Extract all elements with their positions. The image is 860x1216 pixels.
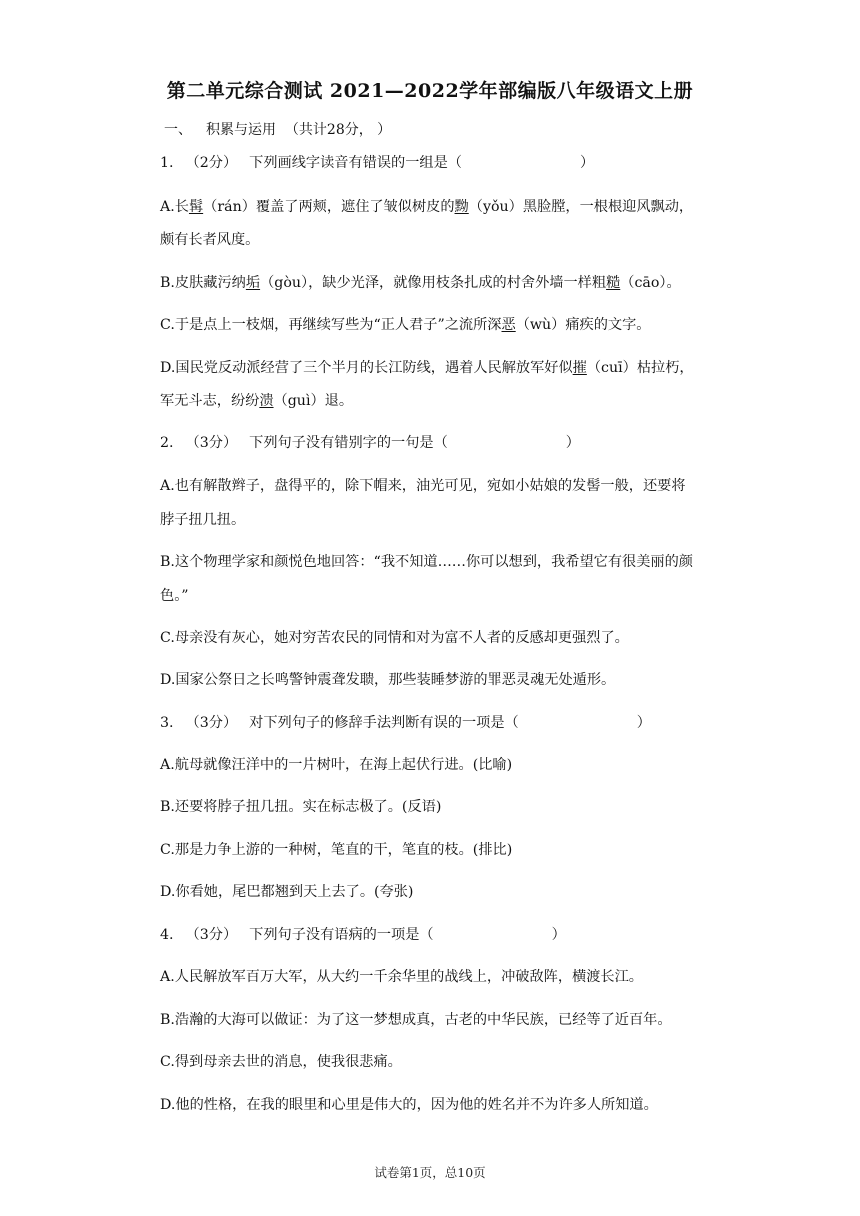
question-2-option-b-cont: 色。” [160,588,189,604]
question-3-stem: 3. （3分） 对下列句子的修辞手法判断有误的一项是（ ） [160,715,651,731]
section-heading [164,119,391,139]
underlined-char: 垢 [245,275,261,291]
section-note: （共计28分， ） [284,122,392,138]
question-1-option-a: A.长髯（rán）覆盖了两颊，遮住了皱似树皮的黝（yǒu）黑脸膛，一根根迎风飘动， [160,199,694,215]
question-1-stem: 1. （2分） 下列画线字读音有错误的一组是（ ） [160,155,595,171]
question-2-option-b: B.这个物理学家和颜悦色地回答：“我不知道……你可以想到，我希望它有很美丽的颜 [160,554,693,570]
exam-title: 第二单元综合测试 2021—2022学年部编版八年级语文上册 [166,80,694,102]
underlined-char: 摧 [572,360,587,376]
page-footer: 试卷第1页，总10页 [374,1165,486,1180]
question-4-stem: 4. （3分） 下列句子没有语病的一项是（ ） [160,927,566,943]
question-4-option-d: D.他的性格，在我的眼里和心里是伟大的，因为他的姓名并不为许多人所知道。 [160,1097,658,1113]
question-2-option-d: D.国家公祭日之长鸣警钟震聋发聩，那些装睡梦游的罪恶灵魂无处遁形。 [160,672,616,688]
question-2-option-c: C.母亲没有灰心，她对穷苦农民的同情和对为富不人者的反感却更强烈了。 [160,630,629,646]
question-3-option-a: A.航母就像汪洋中的一片树叶，在海上起伏行进。(比喻) [160,757,513,773]
underlined-char: 黝 [454,199,469,215]
question-4-option-c: C.得到母亲去世的消息，使我很悲痛。 [160,1054,402,1070]
underlined-char: 髯 [188,199,204,215]
question-4-option-b: B.浩瀚的大海可以做证：为了这一梦想成真，古老的中华民族，已经等了近百年。 [160,1012,672,1028]
question-4-option-a: A.人民解放军百万大军，从大约一千余华里的战线上，冲破敌阵，横渡长江。 [160,969,643,985]
question-2-option-a-cont: 脖子扭几扭。 [160,512,246,528]
question-1-option-a-cont: 颇有长者风度。 [160,232,260,248]
underlined-char: 溃 [259,393,274,409]
underlined-char: 糙 [606,275,621,291]
question-2-option-a: A.也有解散辫子，盘得平的，除下帽来，油光可见，宛如小姑娘的发髻一般，还要将 [160,478,686,494]
question-3-option-d: D.你看她，尾巴都翘到天上去了。(夸张) [160,884,414,900]
question-1-option-d: D.国民党反动派经营了三个半月的长江防线，遇着人民解放军好似摧（cuī）枯拉朽， [160,360,694,376]
question-1-option-d-cont: 军无斗志，纷纷溃（guì）退。 [160,393,354,409]
question-3-option-b: B.还要将脖子扭几扭。实在标志极了。(反语) [160,799,442,815]
underlined-char: 恶 [501,317,516,333]
question-1-option-c: C.于是点上一枝烟，再继续写些为“正人君子”之流所深恶（wù）痛疾的文字。 [160,317,651,333]
question-2-stem: 2. （3分） 下列句子没有错别字的一句是（ ） [160,435,580,451]
section-number: 一、 [164,122,192,138]
section-name: 积累与运用 [206,122,276,138]
question-1-option-b: B.皮肤藏污纳垢（gòu），缺少光泽，就像用枝条扎成的村舍外墙一样粗糙（cāo）。 [160,275,681,291]
question-3-option-c: C.那是力争上游的一种树，笔直的干，笔直的枝。(排比) [160,842,513,858]
